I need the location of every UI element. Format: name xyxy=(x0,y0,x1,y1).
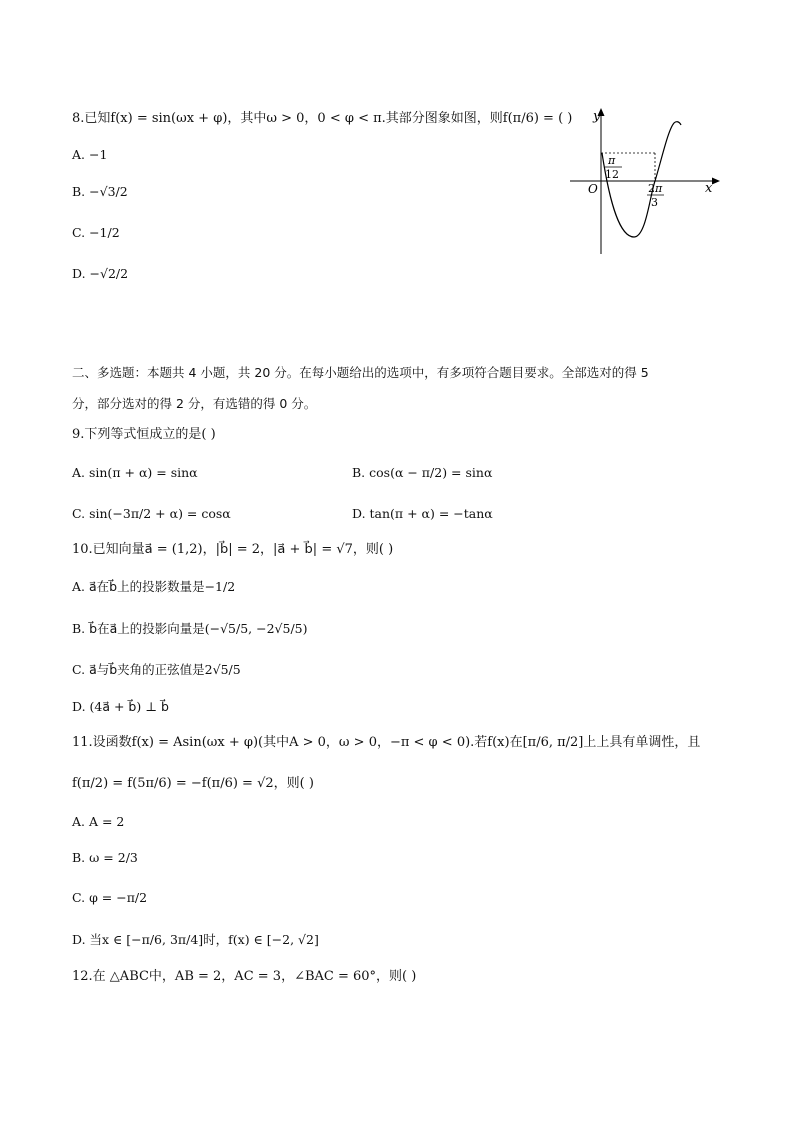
q9-option-c: C. sin(−3π/2 + α) = cosα xyxy=(72,506,231,521)
q11-option-a: A. A = 2 xyxy=(72,814,125,829)
section2-line1: 二、多选题：本题共 4 小题，共 20 分。在每小题给出的选项中，有多项符合题目要求。全部选对的得 5 xyxy=(72,365,649,380)
q8-option-d: D. −√2/2 xyxy=(72,266,129,281)
q10-option-d: D. (4a⃗ + b⃗) ⊥ b⃗ xyxy=(72,699,169,714)
svg-text:12: 12 xyxy=(605,168,619,181)
q8-graph xyxy=(560,100,730,260)
svg-text:3: 3 xyxy=(651,196,658,209)
q9-option-d: D. tan(π + α) = −tanα xyxy=(352,506,493,521)
q11-stem-line2: f(π/2) = f(5π/6) = −f(π/6) = √2，则( ) xyxy=(72,776,314,791)
svg-text:2: 2 xyxy=(648,182,655,195)
q10-stem: 10.已知向量a⃗ = (1,2)，|b⃗| = 2，|a⃗ + b⃗| = √7，则( ) xyxy=(72,542,394,557)
q11-option-d: D. 当x ∈ [−π/6, 3π/4]时，f(x) ∈ [−2, √2] xyxy=(72,932,319,947)
q9-option-b: B. cos(α − π/2) = sinα xyxy=(352,465,493,480)
q8-stem: 8.已知f(x) = sin(ωx + φ)，其中ω > 0，0 < φ < π.其部分图象如图，则f(π/6) = ( ) xyxy=(72,111,573,126)
q11-option-c: C. φ = −π/2 xyxy=(72,890,148,905)
q9-stem: 9.下列等式恒成立的是( ) xyxy=(72,427,216,442)
svg-text:π: π xyxy=(655,182,663,195)
q10-option-a: A. a⃗在b⃗上的投影数量是−1/2 xyxy=(72,579,236,594)
q8-option-b: B. −√3/2 xyxy=(72,184,128,199)
section2-line2: 分，部分选对的得 2 分，有选错的得 0 分。 xyxy=(72,396,317,411)
origin-label: O xyxy=(588,182,598,196)
x-axis-label: x xyxy=(705,181,713,196)
q9-option-a: A. sin(π + α) = sinα xyxy=(72,465,198,480)
q8-option-c: C. −1/2 xyxy=(72,225,120,240)
q10-option-c: C. a⃗与b⃗夹角的正弦值是2√5/5 xyxy=(72,662,241,677)
q11-stem-line1: 11.设函数f(x) = Asin(ωx + φ)(其中A > 0，ω > 0，−π < φ < 0).若f(x)在[π/6, π/2]上上具有单调性，且 xyxy=(72,735,701,750)
q12-stem: 12.在 △ABC中，AB = 2，AC = 3，∠BAC = 60°，则( ) xyxy=(72,969,417,984)
q10-option-b: B. b⃗在a⃗上的投影向量是(−√5/5, −2√5/5) xyxy=(72,621,308,636)
q8-option-a: A. −1 xyxy=(72,147,108,162)
y-axis-label: y xyxy=(593,109,601,124)
svg-text:π: π xyxy=(608,154,616,167)
q11-option-b: B. ω = 2/3 xyxy=(72,850,138,865)
